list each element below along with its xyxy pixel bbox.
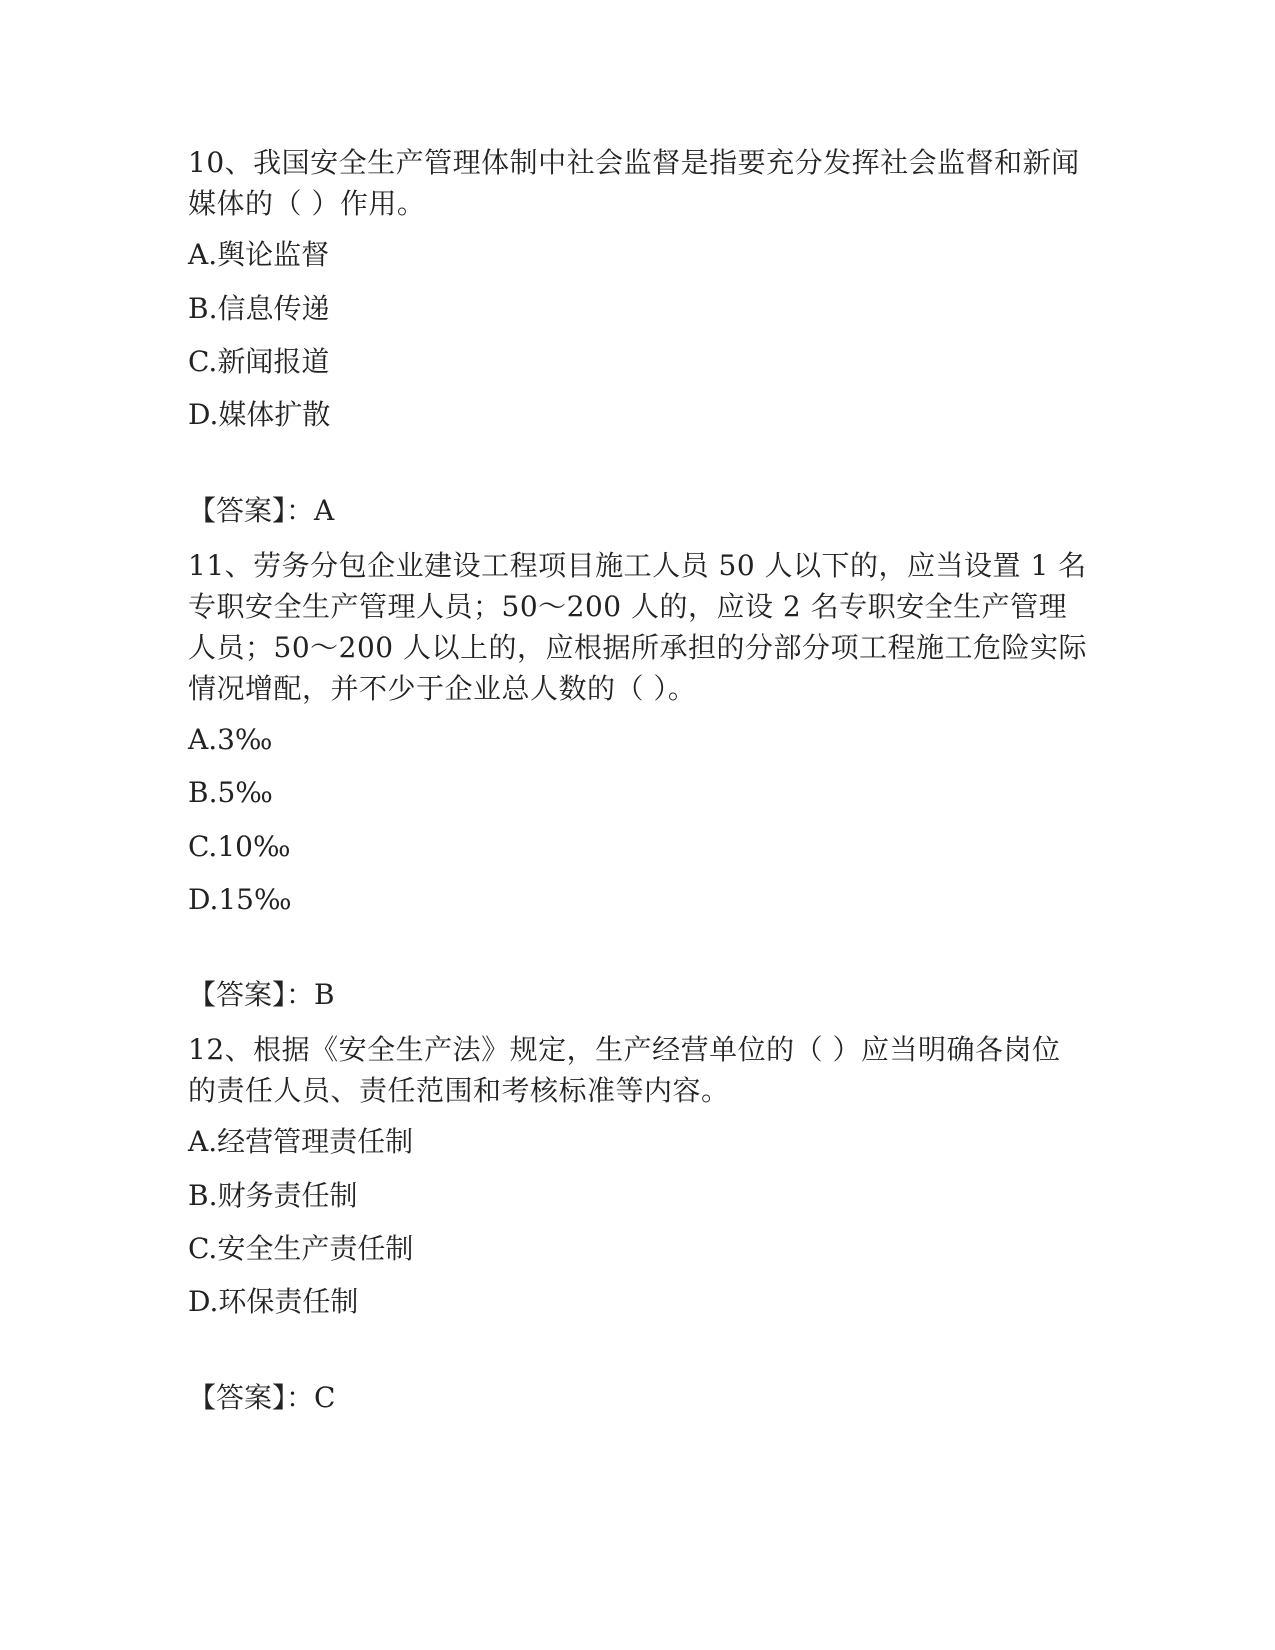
question-11-option-a: A.3‰ (188, 723, 273, 756)
question-12-option-d: D.环保责任制 (188, 1285, 359, 1318)
question-10-text: 10、我国安全生产管理体制中社会监督是指要充分发挥社会监督和新闻媒体的（ ）作用。 (188, 146, 1080, 220)
question-10-option-d: D.媒体扩散 (188, 398, 331, 431)
question-11-option-b: B.5‰ (188, 776, 273, 809)
question-12-answer: 【答案】：C (188, 1381, 336, 1414)
question-11-option-d: D.15‰ (188, 883, 292, 916)
question-10-answer: 【答案】：A (188, 494, 335, 527)
question-12-text: 12、根据《安全生产法》规定，生产经营单位的（ ）应当明确各岗位的责任人员、责任范围和考核标准等内容。 (188, 1033, 1061, 1107)
question-11-text: 11、劳务分包企业建设工程项目施工人员 50 人以下的，应当设置 1 名专职安全生产管理人员；50～200 人的，应设 2 名专职安全生产管理人员；50～200 人以上的，应根据所承担的分部分项工程施工危险实际情况增配，并不少于企业总人数的（ ）。 (188, 549, 1087, 705)
question-12-option-c: C.安全生产责任制 (188, 1232, 414, 1265)
question-10-option-a: A.舆论监督 (188, 238, 330, 271)
question-12-option-a: A.经营管理责任制 (188, 1125, 414, 1158)
question-11-option-c: C.10‰ (188, 830, 291, 863)
question-12-option-b: B.财务责任制 (188, 1179, 358, 1212)
question-11-answer: 【答案】：B (188, 978, 335, 1011)
question-10-option-b: B.信息传递 (188, 292, 330, 325)
question-10-option-c: C.新闻报道 (188, 345, 330, 378)
